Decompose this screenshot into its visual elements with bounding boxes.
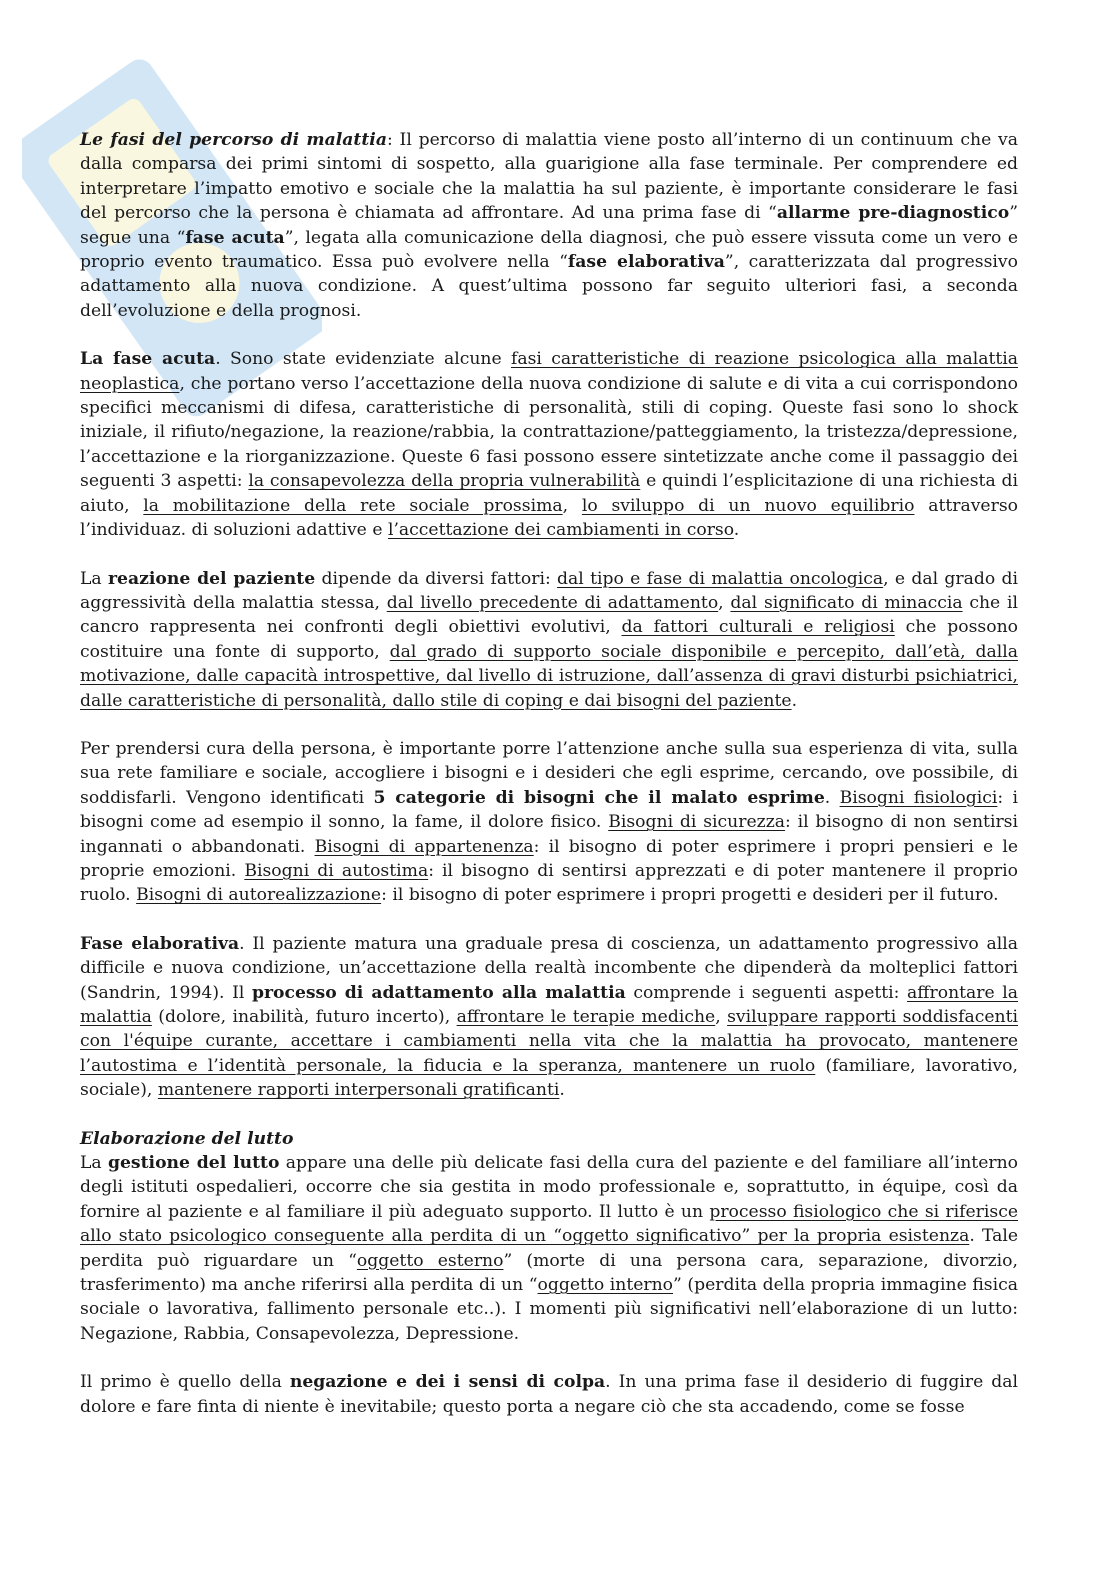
paragraph-reazione-paziente: [80, 567, 1018, 713]
text-run: ,: [715, 1007, 728, 1027]
paragraph-fase-elaborativa: [80, 932, 1018, 1103]
document-page: [80, 128, 1018, 1419]
text-run: ”, caratterizzata dal progressivo adattamento alla nuova condizione. A quest’ultima possono far seguito ulteriori fasi, a seconda dell’evoluzione e della prognosi.: [80, 252, 1018, 321]
paragraph-fase-acuta: [80, 347, 1018, 542]
underlined-text: dal significato di minaccia: [730, 592, 963, 613]
text-run: attraverso l’individuaz. di soluzioni adattive e: [80, 495, 1018, 541]
text-run: che possono costituire una fonte di supporto,: [80, 617, 1019, 662]
underlined-text: mantenere rapporti interpersonali gratificanti: [157, 1080, 560, 1101]
text-run: .: [733, 520, 740, 541]
section-title-fase-acuta: La fase acuta: [80, 349, 216, 370]
text-run: (dolore, inabilità, futuro incerto),: [151, 1007, 457, 1027]
text-run: ” (perdita della propria immagine fisica sociale o lavorativa, fallimento personale etc..). I momenti più significativi nell’elaborazione di un lutto: Negazione, Rabbia, Consapevolezza, Depressione.: [80, 1275, 1018, 1344]
text-run: La: [80, 1153, 108, 1174]
section-title-fasi-percorso: Le fasi del percorso di malattia: [80, 130, 387, 150]
bold-term: fase acuta: [185, 227, 285, 248]
text-run: . Il paziente matura una graduale presa di coscienza, un adattamento progressivo alla difficile e nuova condizione, un’accettazione della realtà incombente che dipenderà da molteplici fattori (Sandrin, 1994). Il: [80, 933, 1018, 1003]
text-run: .: [559, 1080, 565, 1101]
text-run: . In una prima fase il desiderio di fuggire dal dolore e fare finta di niente è inevitabile; questo porta a negare ciò che sta accadendo, come se fosse: [80, 1372, 1019, 1417]
underlined-text: affrontare la malattia: [80, 982, 1018, 1027]
paragraph-bisogni: [80, 737, 1018, 908]
underlined-text: affrontare le terapie mediche: [456, 1007, 716, 1027]
underlined-text: fasi caratteristiche di reazione psicologica alla malattia neoplastica: [80, 349, 1018, 394]
underlined-text: Bisogni fisiologici: [839, 787, 998, 808]
text-run: , che portano verso l’accettazione della nuova condizione di salute e di vita a cui corrispondono specifici meccanismi di difesa, caratteristiche di personalità, stili di coping. Queste fasi sono lo shock iniziale, il rifiuto/negazione, la reazione/rabbia, la contrattazione/patteggiamento, la tristezza/depressione, l’accettazione e la riorganizzazione. Queste 6 fasi possono essere sintetizzate anche come il passaggio dei seguenti 3 aspetti:: [80, 373, 1018, 492]
text-run: : il bisogno di poter esprimere i propri progetti e desideri per il futuro.: [381, 885, 999, 906]
text-run: : i bisogni come ad esempio il sonno, la fame, il dolore fisico.: [80, 787, 1018, 833]
text-run: ” (morte di una persona cara, separazione, divorzio, trasferimento) ma anche riferirsi alla perdita di un “: [80, 1250, 1018, 1296]
text-run: Per prendersi cura della persona, è importante porre l’attenzione anche sulla sua esperienza di vita, sulla sua rete familiare e sociale, accogliere i bisogni e i desideri che egli esprime, cercando, ove possibile, di soddisfarli. Vengono identificati: [80, 738, 1018, 808]
section-title-fase-elaborativa: Fase elaborativa: [80, 933, 240, 954]
bold-term: reazione del paziente: [107, 568, 316, 589]
paragraph-fasi-percorso: [80, 128, 1018, 323]
text-run: .: [824, 787, 840, 808]
underlined-text: lo sviluppo di un nuovo equilibrio: [581, 495, 915, 516]
bold-term: 5 categorie di bisogni che il malato esprime: [373, 787, 825, 808]
underlined-text: Bisogni di autorealizzazione: [136, 885, 382, 906]
bold-term: processo di adattamento alla malattia: [251, 982, 626, 1003]
paragraph-negazione: [80, 1370, 1018, 1419]
text-run: : il bisogno di poter esprimere i propri pensieri e le proprie emozioni.: [80, 836, 1018, 881]
bold-term: allarme pre-diagnostico: [776, 203, 1010, 224]
text-run: Il primo è quello della: [80, 1372, 290, 1393]
text-run: , e dal grado di aggressività della malattia stessa,: [80, 568, 1019, 613]
text-run: ” segue una “: [80, 203, 1018, 248]
underlined-text: dal livello precedente di adattamento: [386, 592, 719, 613]
underlined-text: processo fisiologico che si riferisce allo stato psicologico conseguente alla perdita di un “oggetto significativo” per la propria esistenza: [80, 1201, 1018, 1247]
text-run: ”, legata alla comunicazione della diagnosi, che può essere vissuta come un vero e proprio evento traumatico. Essa può evolvere nella “: [80, 227, 1018, 273]
text-run: dipende da diversi fattori:: [315, 568, 558, 589]
underlined-text: dal grado di supporto sociale disponibile e percepito, dall’età, dalla motivazione, dalle capacità introspettive, dal livello di istruzione, dall’assenza di gravi disturbi psichiatrici, dalle caratteristiche di personalità, dallo stile di coping e dai bisogni del paziente: [80, 641, 1019, 711]
text-run: . Tale perdita può riguardare un “: [80, 1226, 1018, 1271]
text-run: .: [791, 690, 798, 711]
underlined-text: Bisogni di appartenenza: [314, 836, 534, 857]
text-run: e quindi l’esplicitazione di una richiesta di aiuto,: [80, 471, 1018, 516]
underlined-text: oggetto interno: [537, 1275, 674, 1296]
underlined-text: Bisogni di sicurezza: [608, 812, 785, 833]
text-run: . Sono state evidenziate alcune: [215, 349, 511, 370]
text-run: La: [80, 568, 108, 589]
heading-elaborazione-lutto: Elaborazione del lutto: [80, 1128, 294, 1149]
text-run: che il cancro rappresenta nei confronti degli obiettivi evolutivi,: [80, 592, 1018, 638]
bold-term: negazione e dei i sensi di colpa: [289, 1372, 606, 1393]
bold-term: fase elaborativa: [567, 252, 725, 273]
underlined-text: la consapevolezza della propria vulnerabilità: [248, 471, 641, 492]
text-run: : il bisogno di sentirsi apprezzati e di poter mantenere il proprio ruolo.: [80, 860, 1018, 906]
text-run: ,: [562, 495, 582, 516]
underlined-text: dal tipo e fase di malattia oncologica: [557, 568, 884, 589]
text-run: : Il percorso di malattia viene posto all’interno di un continuum che va dalla comparsa dei primi sintomi di sospetto, alla guarigione alla fase terminale. Per comprendere ed interpretare l’impatto emotivo e sociale che la malattia ha sul paziente, è importante considerare le fasi del percorso che la persona è chiamata ad affrontare. Ad una prima fase di “: [80, 130, 1018, 224]
text-run: appare una delle più delicate fasi della cura del paziente e del familiare all’interno degli istituti ospedalieri, occorre che sia gestita in modo professionale e, soprattutto, in équipe, così da fornire al paziente e al familiare il più adeguato supporto. Il lutto è un: [80, 1153, 1019, 1222]
underlined-text: oggetto esterno: [356, 1250, 504, 1271]
underlined-text: la mobilitazione della rete sociale prossima: [143, 495, 563, 516]
underlined-text: Bisogni di autostima: [244, 860, 429, 881]
text-run: comprende i seguenti aspetti:: [625, 982, 908, 1003]
underlined-text: da fattori culturali e religiosi: [621, 617, 895, 638]
text-run: : il bisogno di non sentirsi ingannati o abbandonati.: [80, 812, 1018, 857]
underlined-text: sviluppare rapporti soddisfacenti con l'équipe curante, accettare i cambiamenti nella vita che la malattia ha provocato, mantenere l’autostima e l’identità personale, la fiducia e la speranza, mantenere un ruolo: [80, 1007, 1018, 1076]
text-run: (familiare, lavorativo, sociale),: [80, 1055, 1018, 1101]
paragraph-gestione-lutto: [80, 1151, 1018, 1346]
underlined-text: l’accettazione dei cambiamenti in corso: [387, 520, 734, 541]
text-run: ,: [718, 592, 731, 613]
bold-term: gestione del lutto: [107, 1153, 280, 1174]
